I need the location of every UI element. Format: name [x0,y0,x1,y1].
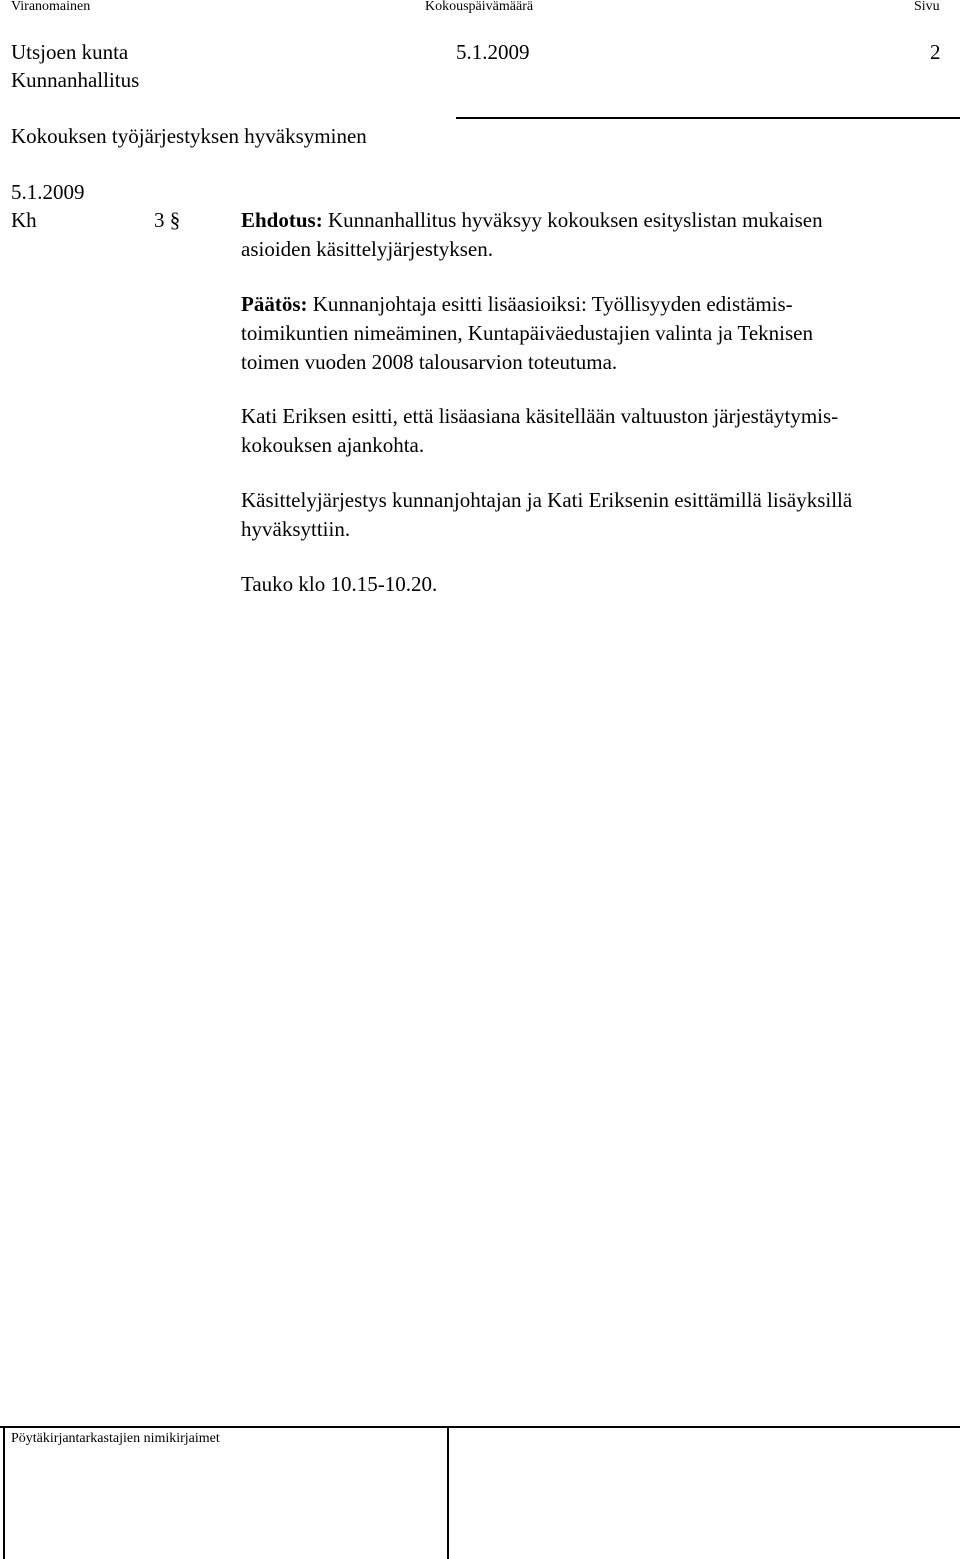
decision-line: toimen vuoden 2008 talousarvion toteutuma. [241,350,618,374]
break-paragraph [241,570,437,599]
signatures-label: Pöytäkirjantarkastajien nimikirjaimet [11,1431,220,1446]
item-body-abbreviation: Kh [11,208,37,232]
governing-body: Kunnanhallitus [11,68,140,92]
approval-paragraph [241,486,852,544]
paragraph-line: hyväksyttiin. [241,517,351,541]
proposal-paragraph [241,206,823,264]
header-authority-label: Viranomainen [11,0,91,14]
municipality-name: Utsjoen kunta [11,40,129,64]
paragraph-line: Kati Eriksen esitti, että lisäasiana käsitellään valtuuston järjestäytymis- [241,404,839,428]
additional-item-paragraph [241,402,838,460]
section-sign: § [169,208,181,232]
header-rule [456,117,960,119]
meeting-date: 5.1.2009 [456,40,530,64]
signature-box-divider [447,1426,449,1559]
signature-box-left-border [3,1426,5,1559]
item-number [154,208,180,233]
header-page-label: Sivu [914,0,940,14]
proposal-line: Kunnanhallitus hyväksyy kokouksen esityslistan mukaisen [322,208,823,232]
paragraph-line: Käsittelyjärjestys kunnanjohtajan ja Kati Eriksenin esittämillä lisäyksillä [241,488,853,512]
paragraph-line: Tauko klo 10.15-10.20. [241,572,438,596]
header-date-label: Kokouspäivämäärä [425,0,534,14]
section-title: Kokouksen työjärjestyksen hyväksyminen [11,124,367,148]
proposal-line: asioiden käsittelyjärjestyksen. [241,237,493,261]
paragraph-line: kokouksen ajankohta. [241,433,425,457]
decision-label: Päätös: [241,292,308,316]
item-number-value: 3 [154,208,165,232]
decision-line: toimikuntien nimeäminen, Kuntapäiväedustajien valinta ja Teknisen [241,321,813,345]
page-number: 2 [930,40,941,64]
signature-box-top-border [0,1426,960,1428]
decision-line: Kunnanjohtaja esitti lisäasioiksi: Työllisyyden edistämis- [307,292,793,316]
decision-paragraph [241,290,813,377]
proposal-label: Ehdotus: [241,208,323,232]
section-date: 5.1.2009 [11,180,85,204]
signature-box [0,1426,960,1559]
